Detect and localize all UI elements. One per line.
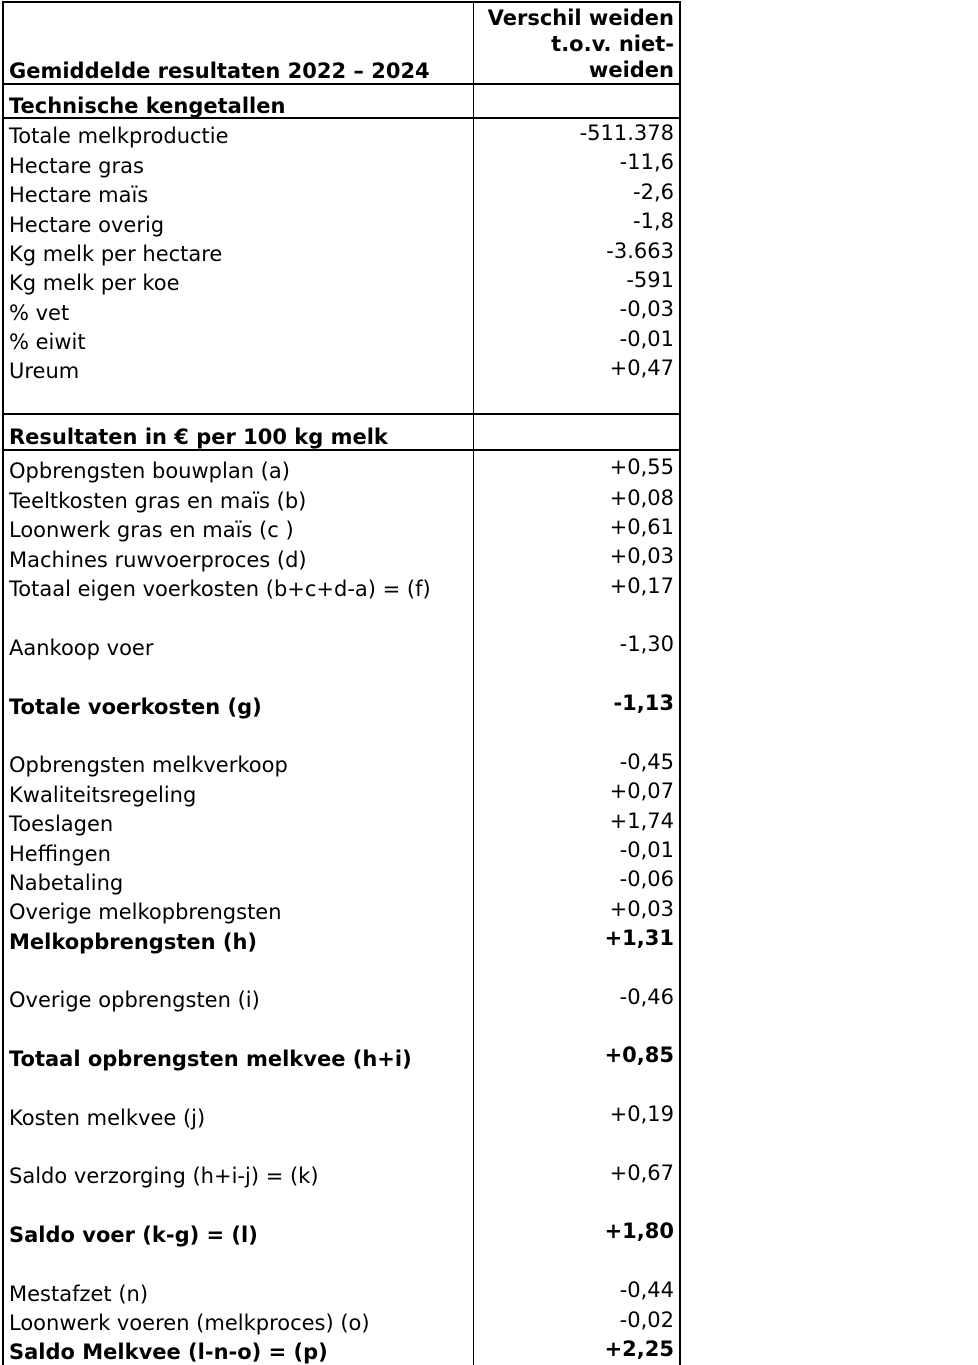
row-value: -1,8 [633,209,674,233]
section-divider [4,413,679,415]
row-label: Aankoop voer [9,636,154,660]
row-label: Totaal eigen voerkosten (b+c+d-a) = (f) [9,577,431,601]
column-header-line: Verschil weiden [487,6,674,30]
row-label: Hectare gras [9,154,144,178]
row-value: -2,6 [633,180,674,204]
section-divider [4,117,679,119]
row-label-total: Totale voerkosten (g) [9,695,262,719]
row-value: -511.378 [579,121,674,145]
row-label: Teeltkosten gras en maïs (b) [9,489,307,513]
row-label: % vet [9,301,70,325]
row-value: -11,6 [619,150,674,174]
row-value: -0,45 [619,750,674,774]
results-table [2,1,681,1365]
section-heading-technical: Technische kengetallen [9,94,286,118]
row-value: +0,61 [609,515,674,539]
row-value: +0,08 [609,486,674,510]
row-label: Totale melkproductie [9,124,229,148]
row-label: Overige opbrengsten (i) [9,988,260,1012]
row-label: Hectare maïs [9,183,149,207]
section-heading-results: Resultaten in € per 100 kg melk [9,425,388,449]
row-value: -1,30 [619,632,674,656]
row-label: Opbrengsten melkverkoop [9,753,288,777]
row-value: -0,03 [619,297,674,321]
row-value: -0,46 [619,985,674,1009]
row-label-total: Saldo voer (k-g) = (l) [9,1223,258,1247]
row-label: Nabetaling [9,871,124,895]
row-value: -0,01 [619,327,674,351]
row-label-total: Melkopbrengsten (h) [9,930,258,954]
row-label-total: Saldo Melkvee (l-n-o) = (p) [9,1340,328,1364]
row-label: Loonwerk voeren (melkproces) (o) [9,1311,370,1335]
row-label: Hectare overig [9,213,165,237]
row-value-total: +2,25 [604,1337,674,1361]
column-separator [473,3,474,1365]
column-header-line: t.o.v. niet- [551,32,674,56]
row-value: -0,02 [619,1308,674,1332]
row-label-total: Totaal opbrengsten melkvee (h+i) [9,1047,412,1071]
column-header [474,5,674,83]
row-value-total: +0,85 [604,1043,674,1067]
row-value: +0,55 [609,455,674,479]
row-value: -3.663 [606,239,674,263]
row-label: Kosten melkvee (j) [9,1106,206,1130]
row-label: Opbrengsten bouwplan (a) [9,459,290,483]
row-value: +0,07 [609,779,674,803]
row-value: +0,03 [609,544,674,568]
row-value: +0,03 [609,897,674,921]
row-value: -0,44 [619,1278,674,1302]
row-label: Mestafzet (n) [9,1282,149,1306]
row-value: +0,47 [609,356,674,380]
row-value: +0,19 [609,1102,674,1126]
row-label: Machines ruwvoerproces (d) [9,548,307,572]
section-divider [4,449,679,451]
row-label: Kg melk per hectare [9,242,223,266]
row-label: Ureum [9,359,80,383]
row-label: Overige melkopbrengsten [9,900,282,924]
row-label: Kg melk per koe [9,271,180,295]
header-divider [4,83,679,85]
row-value: -0,06 [619,867,674,891]
table-title: Gemiddelde resultaten 2022 – 2024 [9,59,430,83]
column-header-line: weiden [588,58,674,82]
row-label: Kwaliteitsregeling [9,783,197,807]
row-label: % eiwit [9,330,86,354]
row-value: -0,01 [619,838,674,862]
row-label: Toeslagen [9,812,114,836]
row-value: +0,17 [609,574,674,598]
row-label: Loonwerk gras en maïs (c ) [9,518,294,542]
row-value: +0,67 [609,1161,674,1185]
row-label: Saldo verzorging (h+i-j) = (k) [9,1164,319,1188]
row-value-total: +1,80 [604,1219,674,1243]
row-label: Heffingen [9,842,111,866]
row-value-total: +1,31 [604,926,674,950]
row-value: +1,74 [609,809,674,833]
row-value-total: -1,13 [613,691,674,715]
row-value: -591 [626,268,674,292]
